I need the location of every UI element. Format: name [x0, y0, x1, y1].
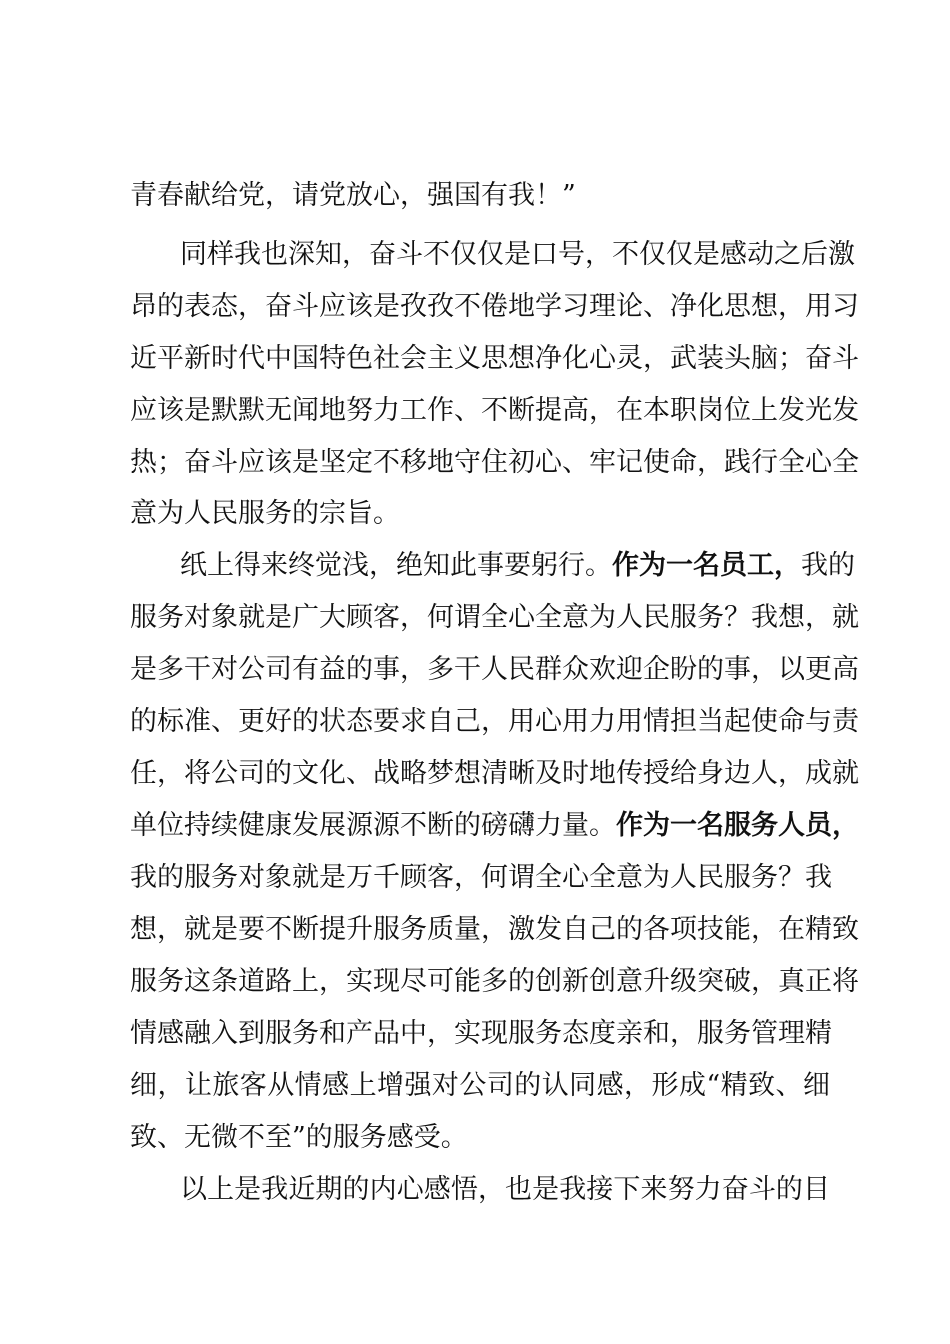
- text-line: [130, 1118, 468, 1158]
- text-line: [130, 598, 859, 638]
- text-segment: 单位持续健康发展源源不断的磅礴力量。: [130, 810, 616, 841]
- text-line: [130, 858, 830, 898]
- text-segment: 我的: [801, 550, 855, 581]
- text-segment: 青春献给党，请党放心，强国有我！”: [130, 180, 576, 211]
- text-line: [130, 962, 859, 1002]
- text-line: [130, 1066, 830, 1106]
- text-segment: 服务对象就是广大顾客，何谓全心全意为人民服务？我想，就: [130, 602, 859, 633]
- text-line: [130, 494, 400, 534]
- text-segment: 任，将公司的文化、战略梦想清晰及时地传授给身边人，成就: [130, 758, 859, 789]
- text-line: [130, 754, 859, 794]
- bold-text-segment: 作为一名员工，: [612, 550, 801, 581]
- text-line: [130, 176, 576, 216]
- text-line: [180, 1170, 830, 1210]
- text-line: [130, 443, 859, 483]
- text-segment: 纸上得来终觉浅，绝知此事要躬行。: [180, 550, 612, 581]
- text-segment: 服务这条道路上，实现尽可能多的创新创意升级突破，真正将: [130, 966, 859, 997]
- text-segment: 想，就是要不断提升服务质量，激发自己的各项技能，在精致: [130, 914, 859, 945]
- text-line: [180, 235, 855, 275]
- text-segment: 情感融入到服务和产品中，实现服务态度亲和，服务管理精: [130, 1018, 832, 1049]
- text-line: [130, 1014, 830, 1054]
- text-segment: 的标准、更好的状态要求自己，用心用力用情担当起使命与责: [130, 706, 859, 737]
- text-line: [180, 546, 855, 586]
- text-line: [130, 806, 859, 846]
- text-line: [130, 650, 859, 690]
- text-segment: 细，让旅客从情感上增强对公司的认同感，形成“精致、细: [130, 1070, 830, 1101]
- text-line: [130, 910, 859, 950]
- text-segment: 以上是我近期的内心感悟，也是我接下来努力奋斗的目: [180, 1174, 830, 1205]
- text-line: [130, 391, 859, 431]
- text-segment: 近平新时代中国特色社会主义思想净化心灵，武装头脑；奋斗: [130, 343, 859, 374]
- text-segment: 是多干对公司有益的事，多干人民群众欢迎企盼的事，以更高: [130, 654, 859, 685]
- text-segment: 应该是默默无闻地努力工作、不断提高，在本职岗位上发光发: [130, 395, 859, 426]
- text-line: [130, 339, 859, 379]
- text-line: [130, 702, 859, 742]
- text-segment: 热；奋斗应该是坚定不移地守住初心、牢记使命，践行全心全: [130, 447, 859, 478]
- text-segment: 我的服务对象就是万千顾客，何谓全心全意为人民服务？我: [130, 862, 832, 893]
- bold-text-segment: 作为一名服务人员，: [616, 810, 859, 841]
- text-segment: 意为人民服务的宗旨。: [130, 498, 400, 529]
- text-segment: 昂的表态，奋斗应该是孜孜不倦地学习理论、净化思想，用习: [130, 291, 859, 322]
- text-segment: 同样我也深知，奋斗不仅仅是口号，不仅仅是感动之后激: [180, 239, 855, 270]
- text-segment: 致、无微不至”的服务感受。: [130, 1122, 468, 1153]
- text-line: [130, 287, 859, 327]
